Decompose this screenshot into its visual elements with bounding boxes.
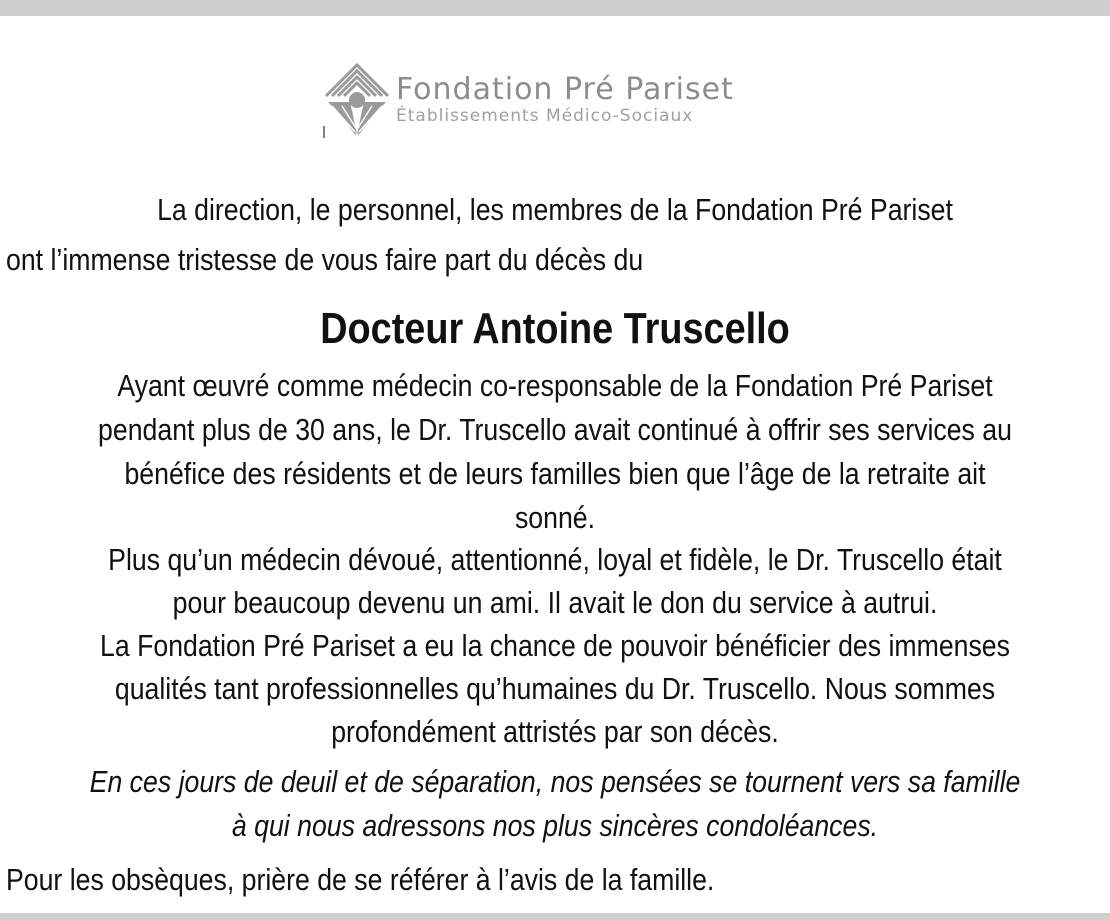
paragraph1-line-4: sonné. bbox=[514, 500, 596, 535]
top-border bbox=[0, 0, 1110, 16]
intro-line-1: La direction, le personnel, les membres de la Fondation Pré Pariset bbox=[157, 192, 953, 227]
paragraph1-line-2: pendant plus de 30 ans, le Dr. Truscello avait continué à offrir ses services au bbox=[98, 412, 1012, 447]
funeral-note: Pour les obsèques, prière de se référer à l’avis de la famille. bbox=[6, 862, 715, 897]
foundation-logo bbox=[322, 62, 812, 142]
deceased-name: Docteur Antoine Truscello bbox=[320, 304, 790, 353]
bottom-border bbox=[0, 913, 1110, 920]
paragraph1-line-3: bénéfice des résidents et de leurs familles bien que l’âge de la retraite ait bbox=[124, 456, 986, 491]
paragraph2-line-2: pour beaucoup devenu un ami. Il avait le don du service à autrui. bbox=[172, 585, 938, 620]
paragraph3-line-3: profondément attristés par son décès. bbox=[331, 714, 779, 749]
foundation-diamond-logo-icon bbox=[322, 62, 392, 138]
condolences-line-1: En ces jours de deuil et de séparation, nos pensées se tournent vers sa famille bbox=[89, 764, 1021, 799]
condolences-line-2: à qui nous adressons nos plus sincères condoléances. bbox=[231, 808, 879, 843]
paragraph1-line-1: Ayant œuvré comme médecin co-responsable de la Fondation Pré Pariset bbox=[117, 368, 993, 403]
paragraph3-line-2: qualités tant professionnelles qu’humaines du Dr. Truscello. Nous sommes bbox=[114, 671, 996, 706]
paragraph2-line-1: Plus qu’un médecin dévoué, attentionné, loyal et fidèle, le Dr. Truscello était bbox=[108, 542, 1002, 577]
intro-line-2: ont l’immense tristesse de vous faire part du décès du bbox=[6, 242, 644, 277]
paragraph3-line-1: La Fondation Pré Pariset a eu la chance de pouvoir bénéficier des immenses bbox=[100, 628, 1010, 663]
logo-subtitle: Établissements Médico-Sociaux bbox=[396, 106, 694, 126]
logo-name: Fondation Pré Pariset bbox=[396, 72, 734, 107]
